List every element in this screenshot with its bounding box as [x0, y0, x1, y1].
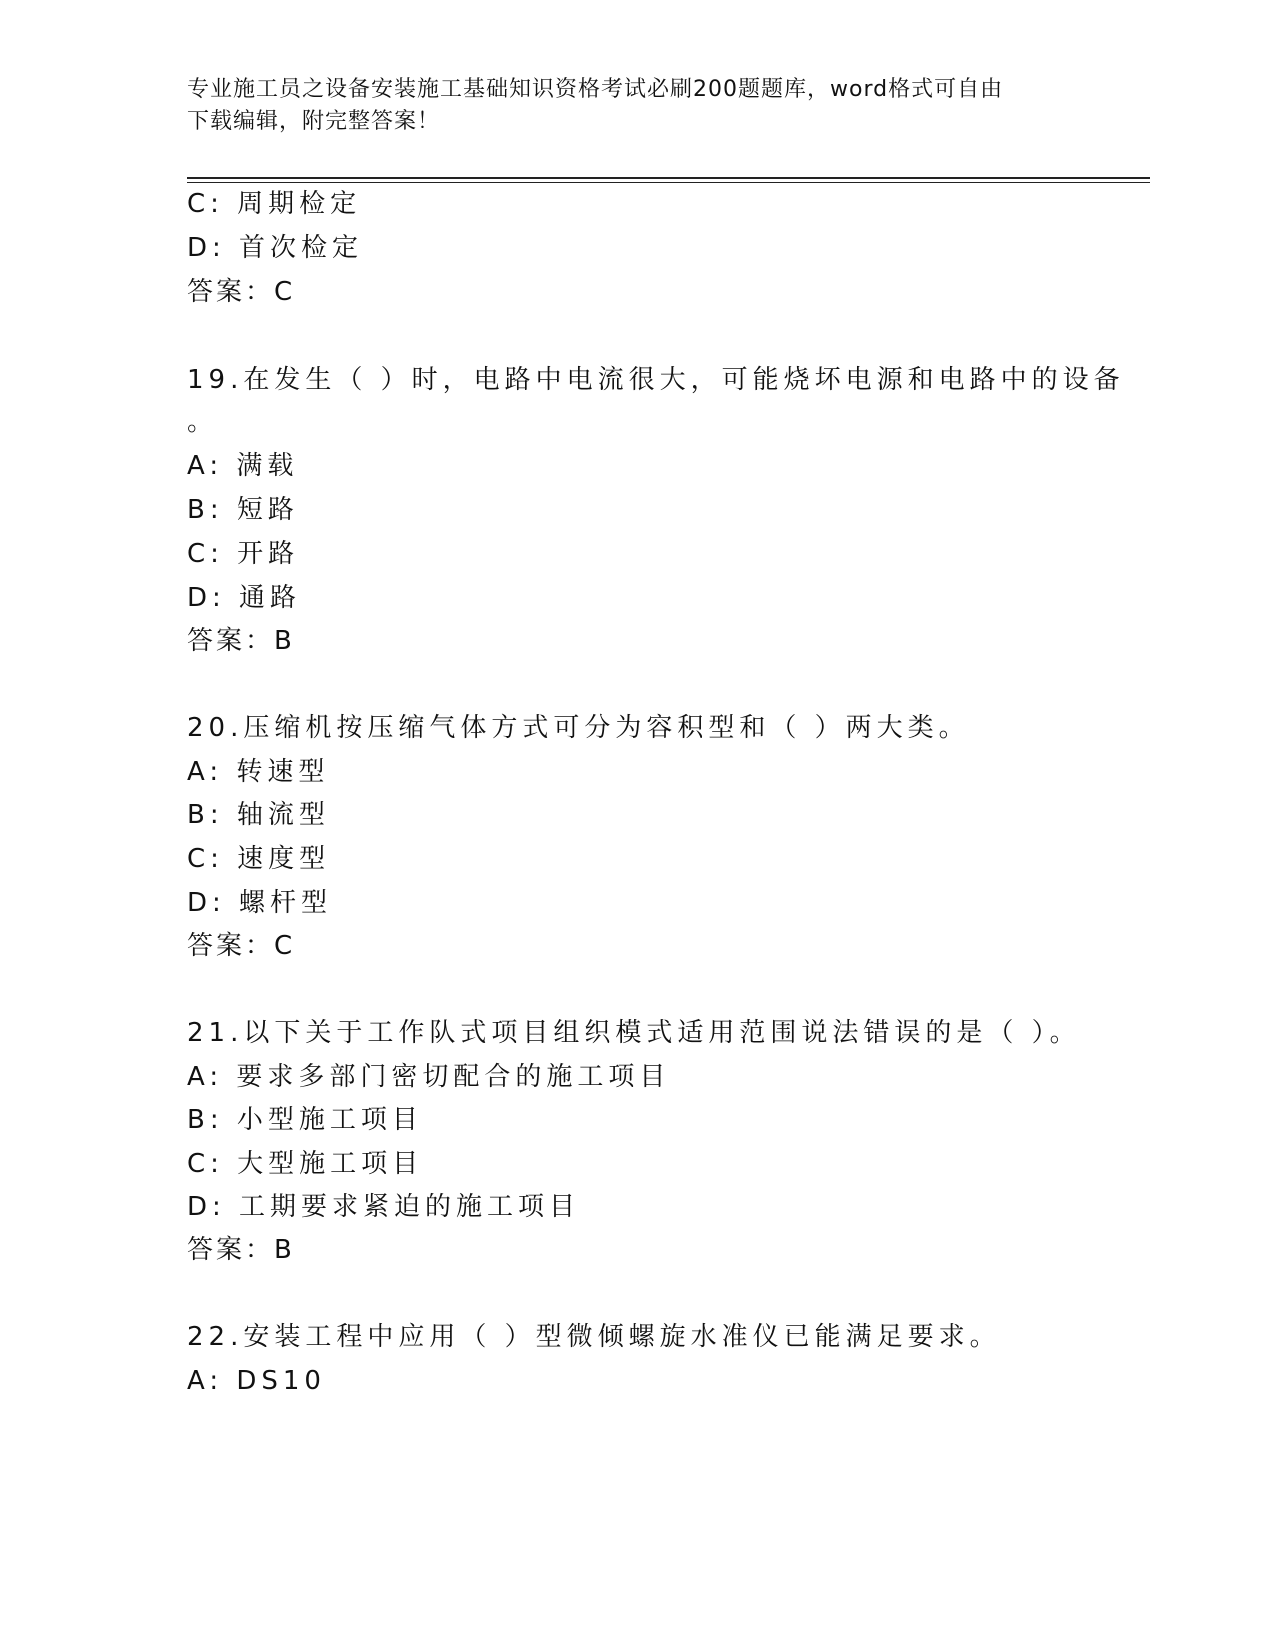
header-line-2: 下载编辑，附完整答案！: [187, 109, 441, 134]
header-divider-thin: [187, 182, 1150, 183]
question-19-stem: 19.在发生（ ）时，电路中电流很大，可能烧坏电源和电路中的设备: [187, 365, 1125, 395]
question-21-stem: 21.以下关于工作队式项目组织模式适用范围说法错误的是（ ）。: [187, 1018, 1081, 1048]
header-divider-thick: [187, 177, 1150, 179]
question-19-option-b: B: 短路: [187, 495, 299, 525]
question-19-option-c: C: 开路: [187, 539, 300, 569]
question-22-stem: 22.安装工程中应用（ ）型微倾螺旋水准仪已能满足要求。: [187, 1322, 1001, 1352]
question-19-option-a: A: 满载: [187, 451, 299, 481]
question-21-answer: 答案：B: [187, 1235, 295, 1265]
prev-option-c: C: 周期检定: [187, 189, 362, 219]
question-20-option-b: B: 轴流型: [187, 800, 330, 830]
question-20-option-d: D: 螺杆型: [187, 888, 333, 918]
document-header: [187, 74, 1067, 138]
question-20-option-a: A: 转速型: [187, 757, 330, 787]
prev-option-d: D: 首次检定: [187, 233, 364, 263]
question-20-option-c: C: 速度型: [187, 844, 331, 874]
question-19-option-d: D: 通路: [187, 583, 302, 613]
header-line-1: 专业施工员之设备安装施工基础知识资格考试必刷200题题库，word格式可自由: [187, 77, 1004, 102]
question-21-option-a: A: 要求多部门密切配合的施工项目: [187, 1062, 671, 1092]
question-19-answer: 答案：B: [187, 626, 295, 656]
question-20-stem: 20.压缩机按压缩气体方式可分为容积型和（ ）两大类。: [187, 713, 970, 743]
question-22-option-a: A: DS10: [187, 1366, 326, 1396]
question-21-option-d: D: 工期要求紧迫的施工项目: [187, 1192, 581, 1222]
question-19-stem-continued: 。: [187, 407, 219, 437]
question-21-option-b: B: 小型施工项目: [187, 1105, 423, 1135]
question-21-option-c: C: 大型施工项目: [187, 1149, 424, 1179]
question-20-answer: 答案：C: [187, 931, 296, 961]
prev-answer: 答案：C: [187, 277, 296, 307]
